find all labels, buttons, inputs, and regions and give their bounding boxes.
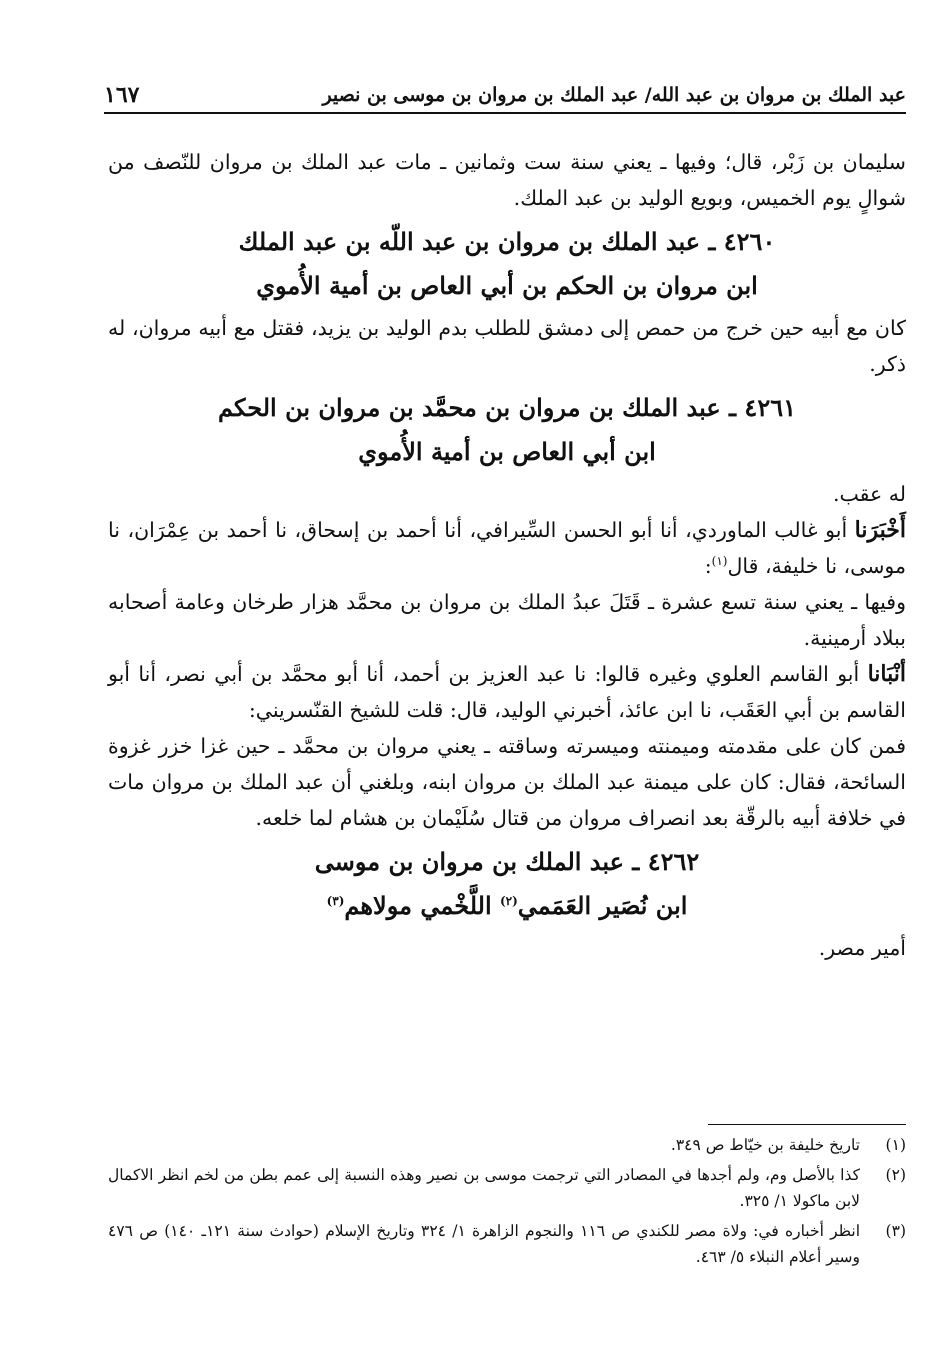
paragraph-6-text: أبو القاسم العلوي وغيره قالوا: نا عبد العزيز بن أحمد، أنا أبو محمَّد بن أبي نصر، أنا أبو القاسم بن أبي العَقَب، نا ابن عائذ، أخبرني الوليد، قال: قلت للشيخ القنّسريني: <box>108 662 906 722</box>
paragraph-3: له عقب. <box>832 482 906 506</box>
entry-heading-4262 <box>108 840 906 928</box>
footnote-text: انظر أخباره في: ولاة مصر للكندي ص ١١٦ والنجوم الزاهرة ١/ ٣٢٤ وتاريخ الإسلام (حوادث سنة ١٢١ـ ١٤٠) ص ٤٧٦ وسير أعلام النبلاء ٥/ ٤٦٣. <box>108 1222 861 1266</box>
isnad-lead-akhbarana: أَخْبَرَنا <box>854 517 906 543</box>
footnote-number: (٢) <box>885 1166 906 1184</box>
footnote-ref-1[interactable]: (١) <box>711 554 728 569</box>
footnote-1 <box>108 1132 906 1158</box>
entry-4261-line-1: ٤٢٦١ ـ عبد الملك بن مروان بن محمَّد بن مروان بن الحكم <box>218 393 796 422</box>
entry-4261-line-2: ابن أبي العاص بن أمية الأُموي <box>358 437 656 466</box>
entry-heading-4260 <box>108 220 906 308</box>
entry-4262-line-2 <box>108 884 906 928</box>
running-title: عبد الملك بن مروان بن عبد الله/ عبد الملك بن مروان بن موسى بن نصير <box>322 84 906 106</box>
footnote-2 <box>108 1162 906 1214</box>
paragraph-4-end: : <box>704 554 712 578</box>
footnote-number: (١) <box>885 1136 906 1154</box>
footnote-text: تاريخ خليفة بن خيّاط ص ٣٤٩. <box>670 1136 860 1154</box>
main-text <box>108 144 906 966</box>
footnote-ref-2[interactable]: (٢) <box>499 894 518 908</box>
entry-4260-line-1: ٤٢٦٠ ـ عبد الملك بن مروان بن عبد اللّه بن عبد الملك <box>238 227 776 256</box>
paragraph-7: فمن كان على مقدمته وميمنته وميسرته وساقته ـ يعني مروان بن محمَّد ـ حين غزا خزر غزوة السائحة، فقال: كان على ميمنة عبد الملك بن مروان ابنه، وبلغني أن عبد الملك بن مروان مات في خلافة أبيه بالرقّة بعد انصراف مروان من قتال سُلَيْمان بن هشام لما خلعه. <box>108 734 906 830</box>
entry-4262-line-2b: اللَّخْمي مولاهم <box>344 891 500 920</box>
entry-4260-line-2: ابن مروان بن الحكم بن أبي العاص بن أمية الأُموي <box>256 271 758 300</box>
entry-4262-line-2a: ابن نُصَير العَمَمي <box>517 891 688 920</box>
page-number: ١٦٧ <box>104 82 140 108</box>
paragraph-4 <box>108 512 906 584</box>
entry-heading-4261 <box>108 386 906 474</box>
isnad-lead-anbana: أنْبَانا <box>867 661 906 687</box>
footnotes <box>108 1132 906 1274</box>
entry-4262-line-1: ٤٢٦٢ ـ عبد الملك بن مروان بن موسى <box>314 847 700 876</box>
paragraph-5: وفيها ـ يعني سنة تسع عشرة ـ قَتَلَ عبدُ الملك بن مروان بن محمَّد هزار طرخان وعامة أصحابه ببلاد أرمينية. <box>108 590 906 650</box>
paragraph-8: أمير مصر. <box>818 936 906 960</box>
footnote-divider <box>708 1124 906 1125</box>
footnote-text: كذا بالأصل وم، ولم أجدها في المصادر التي ترجمت موسى بن نصير وهذه النسبة إلى عمم بطن من لخم انظر الاكمال لابن ماكولا ١/ ٣٢٥. <box>108 1166 860 1210</box>
paragraph-4-text: أبو غالب الماوردي، أنا أبو الحسن السِّيرافي، أنا أحمد بن إسحاق، نا أحمد بن عِمْرَان، نا موسى، نا خليفة، قال <box>108 518 906 578</box>
paragraph-1: سليمان بن زَبْر، قال؛ وفيها ـ يعني سنة ست وثمانين ـ مات عبد الملك بن مروان للنّصف من شوالٍ يوم الخميس، وبويع الوليد بن عبد الملك. <box>108 150 906 210</box>
running-header <box>104 78 906 114</box>
footnote-ref-3[interactable]: (٣) <box>326 894 345 908</box>
footnote-3 <box>108 1218 906 1270</box>
footnote-number: (٣) <box>885 1222 906 1240</box>
paragraph-6 <box>108 656 906 728</box>
paragraph-2: كان مع أبيه حين خرج من حمص إلى دمشق للطلب بدم الوليد بن يزيد، فقتل مع أبيه مروان، له ذكر. <box>108 316 906 376</box>
